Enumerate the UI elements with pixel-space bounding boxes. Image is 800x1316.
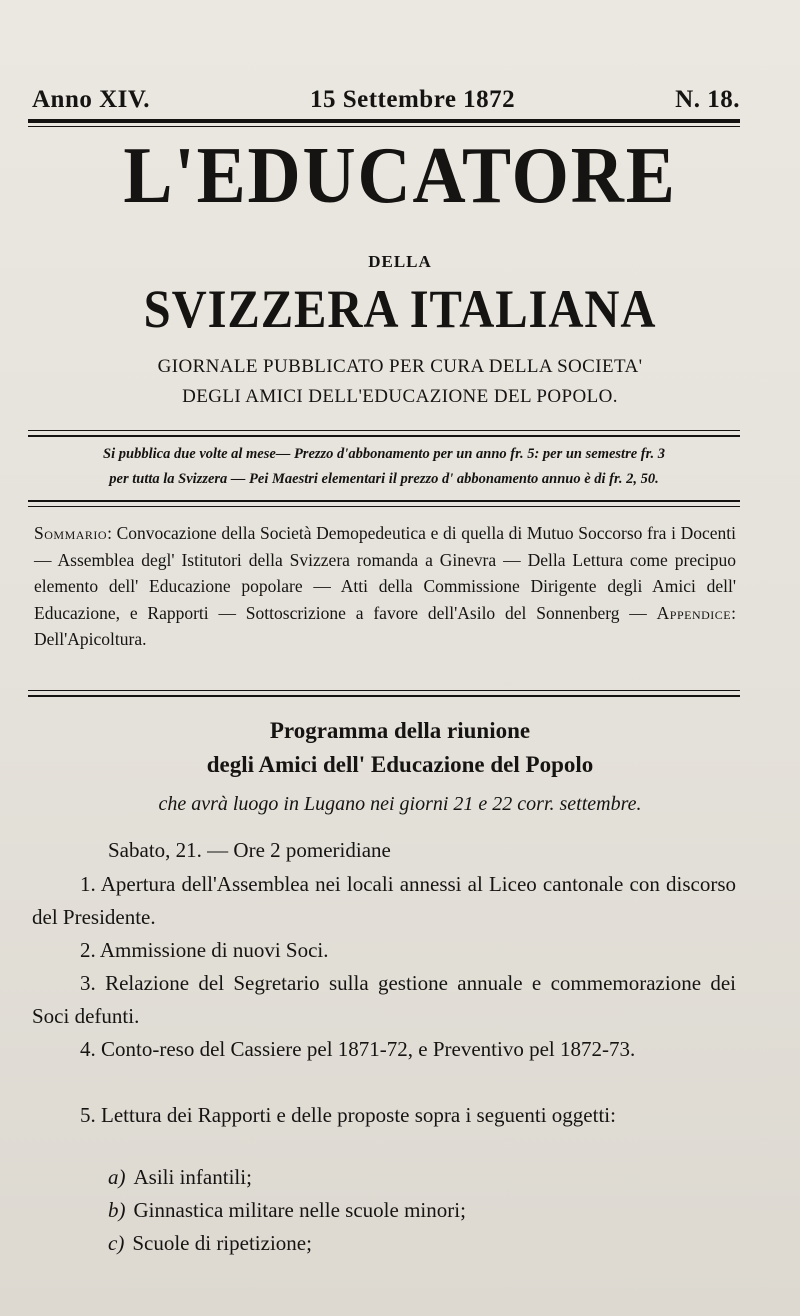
issue-number: N. 18. xyxy=(675,86,740,113)
masthead-rule-thin xyxy=(28,126,740,127)
summary-label: Sommario xyxy=(34,523,108,543)
appendix-text: Dell'Apicoltura. xyxy=(34,629,147,649)
agenda-subitem xyxy=(108,1165,252,1190)
divider-rule xyxy=(28,506,740,507)
subitem-text: Ginnastica militare nelle scuole minori; xyxy=(133,1198,466,1222)
newspaper-title: L'EDUCATORE xyxy=(123,132,677,220)
subitem-letter: a) xyxy=(108,1165,126,1189)
agenda-item: 1. Apertura dell'Assemblea nei locali annessi al Liceo cantonale con discorso del Presidente. xyxy=(32,872,736,929)
publisher-line-2: DEGLI AMICI DELL'EDUCAZIONE DEL POPOLO. xyxy=(182,386,618,407)
agenda-item: 2. Ammissione di nuovi Soci. xyxy=(80,938,329,962)
publisher-line-1: GIORNALE PUBBLICATO PER CURA DELLA SOCIETA' xyxy=(157,356,643,377)
divider-rule xyxy=(28,695,740,697)
masthead-rule-thick xyxy=(28,119,740,123)
agenda-item: 3. Relazione del Segretario sulla gestione annuale e commemorazione dei Soci defunti. xyxy=(32,971,736,1028)
divider-rule xyxy=(28,430,740,431)
agenda-subitem xyxy=(108,1231,312,1256)
divider-rule xyxy=(28,435,740,437)
program-title-2: degli Amici dell' Educazione del Popolo xyxy=(206,752,594,777)
subitem-letter: c) xyxy=(108,1231,125,1255)
agenda-item: 4. Conto-reso del Cassiere pel 1871-72, e Preventivo pel 1872-73. xyxy=(80,1037,636,1061)
issue-date: 15 Settembre 1872 xyxy=(309,86,516,113)
summary-block: Sommario: Convocazione della Società Demopedeutica e di quella di Mutuo Soccorso fra i Docenti — Assemblea degl' Istitutori della Svizzera romanda a Ginevra — Della Lettura come precipuo elemento dell' Educazione popolare — Atti della Commissione Dirigente degli Amici dell' Educazione, e Rapporti — Sottoscrizione a favore dell'Asilo del Sonnenberg — Appendice: Dell'Apicoltura. xyxy=(34,523,736,649)
subscription-line-1: Si pubblica due volte al mese— Prezzo d'abbonamento per un anno fr. 5: per un semestre fr. 3 xyxy=(103,446,665,462)
divider-rule xyxy=(28,500,740,502)
summary-text: Convocazione della Società Demopedeutica e di quella di Mutuo Soccorso fra i Docenti — Assemblea degl' Istitutori della Svizzera romanda a Ginevra — Della Lettura come precipuo elemento dell' Educazione popolare — Atti della Commissione Dirigente degli Amici dell' Educazione, e Rapporti — Sottoscrizione a favore dell'Asilo del Sonnenberg — xyxy=(34,523,736,623)
subitem-text: Scuole di ripetizione; xyxy=(132,1231,312,1255)
issue-year: Anno XIV. xyxy=(32,86,150,113)
program-subtitle: che avrà luogo in Lugano nei giorni 21 e 22 corr. settembre. xyxy=(158,793,642,815)
subitem-letter: b) xyxy=(108,1198,126,1222)
appendix-label: Appendice xyxy=(656,602,732,623)
subscription-line-2: per tutta la Svizzera — Pei Maestri elementari il prezzo d' abbonamento annuo è di fr. 2, 50. xyxy=(109,471,659,487)
masthead xyxy=(32,86,740,114)
divider-rule xyxy=(28,690,740,691)
session-heading: Sabato, 21. — Ore 2 pomeridiane xyxy=(108,838,391,862)
title-della: DELLA xyxy=(368,252,432,271)
agenda-item: 5. Lettura dei Rapporti e delle proposte sopra i seguenti oggetti: xyxy=(80,1103,616,1127)
newspaper-subtitle: SVIZZERA ITALIANA xyxy=(143,279,657,339)
program-title-1: Programma della riunione xyxy=(269,718,531,743)
subitem-text: Asili infantili; xyxy=(133,1165,252,1189)
agenda-subitem xyxy=(108,1198,466,1223)
